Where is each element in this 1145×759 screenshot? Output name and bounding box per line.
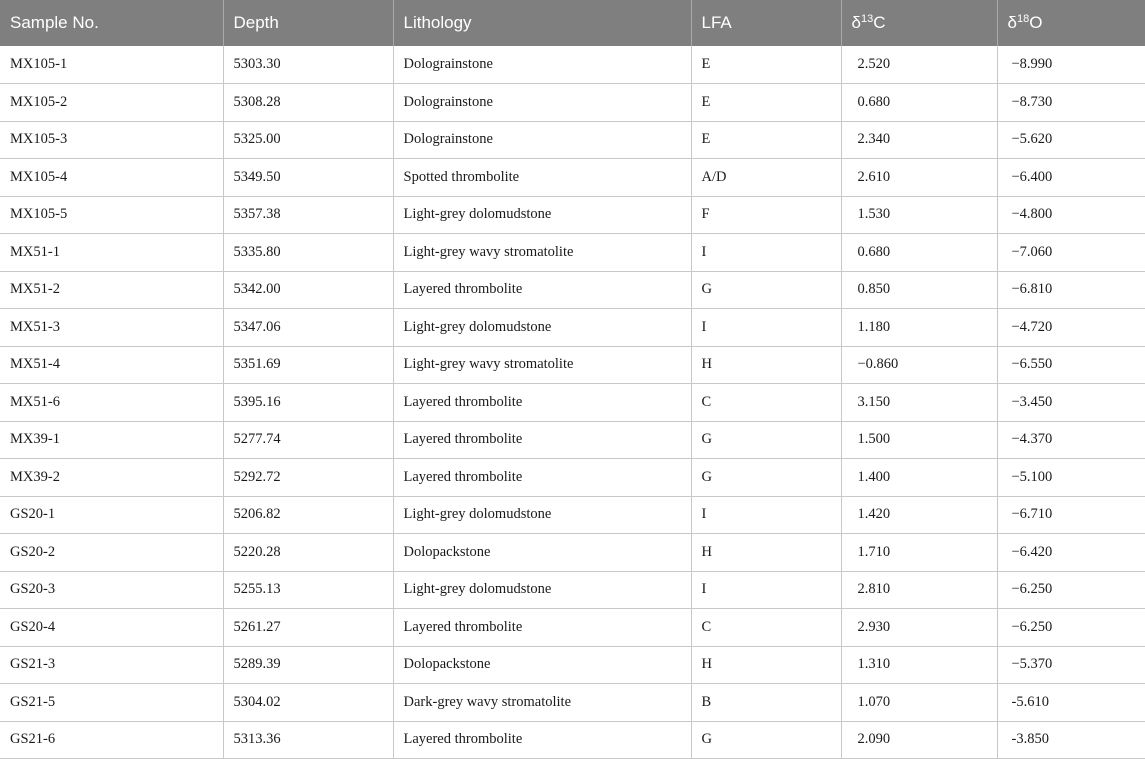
lithology-cell: Dolograinstone [393,46,691,84]
table-row [0,684,1145,722]
delta18o-cell: −4.370 [997,421,1145,459]
sample-no-cell: MX51-2 [0,271,223,309]
depth-cell: 5349.50 [223,159,393,197]
lithology-cell: Dolograinstone [393,84,691,122]
depth-cell: 5292.72 [223,459,393,497]
depth-cell: 5325.00 [223,121,393,159]
lithology-cell: Dolopackstone [393,646,691,684]
sample-no-cell: GS21-6 [0,721,223,759]
delta18o-cell: −4.800 [997,196,1145,234]
sample-no-cell: MX105-2 [0,84,223,122]
table-row [0,234,1145,272]
table-row [0,534,1145,572]
table-row [0,571,1145,609]
sample-no-cell: GS20-2 [0,534,223,572]
lfa-cell: H [691,534,841,572]
depth-cell: 5313.36 [223,721,393,759]
lfa-cell: E [691,46,841,84]
header-delta13c-sup: 13 [860,13,874,25]
depth-cell: 5351.69 [223,346,393,384]
depth-cell: 5303.30 [223,46,393,84]
depth-cell: 5347.06 [223,309,393,347]
header-lithology: Lithology [393,0,691,46]
sample-no-cell: MX105-5 [0,196,223,234]
delta13c-cell: −0.860 [841,346,997,384]
lithology-cell: Light-grey wavy stromatolite [393,234,691,272]
lfa-cell: E [691,121,841,159]
lfa-cell: A/D [691,159,841,197]
sample-no-cell: MX51-6 [0,384,223,422]
delta13c-cell: 1.180 [841,309,997,347]
lfa-cell: I [691,496,841,534]
table-row [0,196,1145,234]
delta13c-cell: 2.610 [841,159,997,197]
delta13c-cell: 2.520 [841,46,997,84]
table-row [0,384,1145,422]
delta18o-cell: −6.550 [997,346,1145,384]
lfa-cell: G [691,459,841,497]
table-row [0,496,1145,534]
lithology-cell: Light-grey dolomudstone [393,309,691,347]
lfa-cell: G [691,721,841,759]
lfa-cell: C [691,609,841,647]
delta13c-cell: 0.680 [841,84,997,122]
lfa-cell: I [691,309,841,347]
lfa-cell: G [691,421,841,459]
lithology-cell: Light-grey wavy stromatolite [393,346,691,384]
header-row [0,0,1145,46]
depth-cell: 5308.28 [223,84,393,122]
sample-no-cell: MX51-4 [0,346,223,384]
delta13c-cell: 0.850 [841,271,997,309]
sample-no-cell: GS20-4 [0,609,223,647]
header-delta18o-prefix: δ [1007,13,1017,32]
delta13c-cell: 2.810 [841,571,997,609]
sample-no-cell: GS21-3 [0,646,223,684]
delta13c-cell: 1.420 [841,496,997,534]
header-sample-no: Sample No. [0,0,223,46]
sample-no-cell: MX39-2 [0,459,223,497]
lithology-cell: Layered thrombolite [393,384,691,422]
delta18o-cell: −5.370 [997,646,1145,684]
delta13c-cell: 1.310 [841,646,997,684]
delta13c-cell: 2.340 [841,121,997,159]
depth-cell: 5220.28 [223,534,393,572]
depth-cell: 5395.16 [223,384,393,422]
delta18o-cell: −6.250 [997,571,1145,609]
header-depth: Depth [223,0,393,46]
lfa-cell: I [691,234,841,272]
delta18o-cell: −6.400 [997,159,1145,197]
lithology-cell: Dolopackstone [393,534,691,572]
sample-no-cell: MX51-3 [0,309,223,347]
depth-cell: 5357.38 [223,196,393,234]
lithology-cell: Layered thrombolite [393,609,691,647]
sample-no-cell: GS21-5 [0,684,223,722]
table-row [0,309,1145,347]
delta18o-cell: −4.720 [997,309,1145,347]
sample-no-cell: MX105-4 [0,159,223,197]
header-lfa: LFA [691,0,841,46]
table-row [0,121,1145,159]
table-row [0,721,1145,759]
depth-cell: 5335.80 [223,234,393,272]
sample-no-cell: GS20-1 [0,496,223,534]
table-row [0,271,1145,309]
table-header [0,0,1145,46]
header-delta18o-sup: 18 [1016,13,1030,25]
delta13c-cell: 1.070 [841,684,997,722]
lithology-cell: Light-grey dolomudstone [393,571,691,609]
delta18o-cell: −6.710 [997,496,1145,534]
depth-cell: 5261.27 [223,609,393,647]
delta13c-cell: 1.530 [841,196,997,234]
table-row [0,159,1145,197]
delta18o-cell: −5.620 [997,121,1145,159]
sample-no-cell: GS20-3 [0,571,223,609]
lithology-cell: Layered thrombolite [393,271,691,309]
header-delta18o [997,0,1145,46]
delta13c-cell: 1.500 [841,421,997,459]
depth-cell: 5304.02 [223,684,393,722]
lfa-cell: B [691,684,841,722]
delta13c-cell: 2.090 [841,721,997,759]
lithology-cell: Light-grey dolomudstone [393,196,691,234]
lithology-cell: Dark-grey wavy stromatolite [393,684,691,722]
header-delta13c [841,0,997,46]
lfa-cell: H [691,346,841,384]
header-delta18o-suffix: O [1029,13,1043,32]
delta18o-cell: −6.250 [997,609,1145,647]
lfa-cell: H [691,646,841,684]
sample-no-cell: MX105-1 [0,46,223,84]
delta13c-cell: 0.680 [841,234,997,272]
depth-cell: 5289.39 [223,646,393,684]
lfa-cell: E [691,84,841,122]
table-row [0,346,1145,384]
lithology-cell: Dolograinstone [393,121,691,159]
table-row [0,609,1145,647]
delta18o-cell: −3.450 [997,384,1145,422]
depth-cell: 5277.74 [223,421,393,459]
lithology-cell: Layered thrombolite [393,459,691,497]
sample-no-cell: MX105-3 [0,121,223,159]
table-row [0,459,1145,497]
delta18o-cell: -5.610 [997,684,1145,722]
table-row [0,84,1145,122]
header-delta13c-suffix: C [873,13,886,32]
lfa-cell: I [691,571,841,609]
delta13c-cell: 3.150 [841,384,997,422]
delta13c-cell: 1.710 [841,534,997,572]
lithology-cell: Spotted thrombolite [393,159,691,197]
depth-cell: 5342.00 [223,271,393,309]
delta13c-cell: 1.400 [841,459,997,497]
table-row [0,646,1145,684]
delta18o-cell: −8.990 [997,46,1145,84]
lfa-cell: C [691,384,841,422]
lithology-cell: Layered thrombolite [393,721,691,759]
table-row [0,46,1145,84]
delta18o-cell: −6.420 [997,534,1145,572]
lfa-cell: G [691,271,841,309]
delta18o-cell: −7.060 [997,234,1145,272]
depth-cell: 5255.13 [223,571,393,609]
delta18o-cell: -3.850 [997,721,1145,759]
lithology-cell: Light-grey dolomudstone [393,496,691,534]
table-row [0,421,1145,459]
delta18o-cell: −8.730 [997,84,1145,122]
sample-no-cell: MX51-1 [0,234,223,272]
header-delta13c-prefix: δ [851,13,861,32]
depth-cell: 5206.82 [223,496,393,534]
table-body [0,46,1145,759]
delta18o-cell: −6.810 [997,271,1145,309]
lfa-cell: F [691,196,841,234]
lithology-cell: Layered thrombolite [393,421,691,459]
delta13c-cell: 2.930 [841,609,997,647]
sample-no-cell: MX39-1 [0,421,223,459]
delta18o-cell: −5.100 [997,459,1145,497]
